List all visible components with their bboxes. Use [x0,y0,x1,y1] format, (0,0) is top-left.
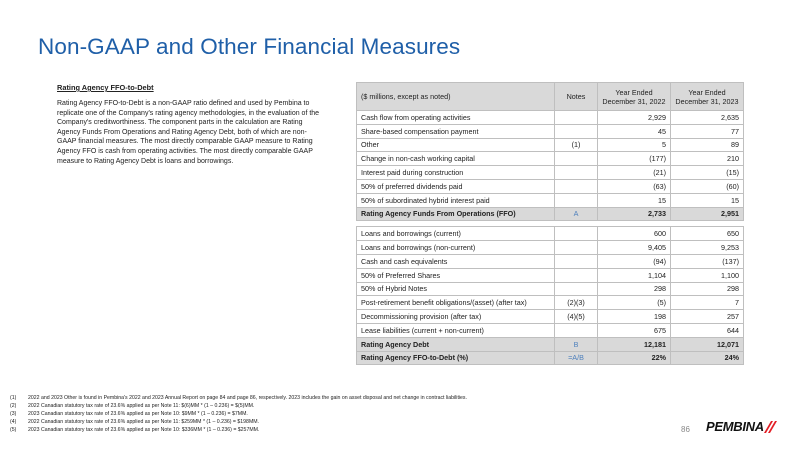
row-value-2022: 198 [598,310,671,324]
row-label: Loans and borrowings (current) [357,227,555,241]
debt-total-row [357,337,744,351]
table-row [357,323,744,337]
row-value-2023: 12,071 [671,337,744,351]
row-value-2023: (15) [671,166,744,180]
table-header-row [357,83,744,111]
header-2022 [598,83,671,111]
header-2023 [671,83,744,111]
page-title: Non-GAAP and Other Financial Measures [38,34,461,59]
row-notes [555,227,598,241]
row-notes [555,241,598,255]
row-value-2022: 22% [598,351,671,365]
row-notes [555,268,598,282]
row-value-2022: 675 [598,323,671,337]
row-notes: (1) [555,138,598,152]
row-label: Lease liabilities (current + non-current) [357,323,555,337]
row-value-2023: 7 [671,296,744,310]
table-row [357,179,744,193]
row-value-2022: 298 [598,282,671,296]
row-notes [555,111,598,125]
table-row [357,296,744,310]
page-number: 86 [681,425,690,434]
row-notes: A [555,207,598,221]
row-label: 50% of Hybrid Notes [357,282,555,296]
footnote-number: (3) [10,410,17,417]
section-left [57,83,322,166]
row-value-2023: 210 [671,152,744,166]
footnote [10,419,650,427]
row-notes [555,152,598,166]
footnote [10,403,650,411]
footnote-text: 2023 Canadian statutory tax rate of 23.6% applied as per Note 10: $9MM * (1 – 0.236) = $7MM. [28,410,248,417]
row-notes [555,323,598,337]
footnote [10,395,650,403]
header-2023-line1: Year Ended [688,87,726,97]
row-notes [555,282,598,296]
header-label: ($ millions, except as noted) [357,83,555,111]
table-row [357,124,744,138]
header-2022-line1: Year Ended [615,87,653,97]
footnote-number: (5) [10,426,17,433]
row-notes [555,193,598,207]
table-row [357,152,744,166]
row-label: Share-based compensation payment [357,124,555,138]
row-label: Post-retirement benefit obligations/(asset) (after tax) [357,296,555,310]
row-label: Cash flow from operating activities [357,111,555,125]
row-label: 50% of subordinated hybrid interest paid [357,193,555,207]
row-value-2022: 2,733 [598,207,671,221]
footnote-text: 2022 Canadian statutory tax rate of 23.6% applied as per Note 11: $259MM * (1 – 0.236) = $198MM. [28,418,260,425]
row-notes: B [555,337,598,351]
row-value-2023: 298 [671,282,744,296]
header-2022-line2: December 31, 2022 [602,96,666,106]
row-label: 50% of preferred dividends paid [357,179,555,193]
row-notes [555,179,598,193]
row-label: Loans and borrowings (non-current) [357,241,555,255]
footnote [10,411,650,419]
header-2023-line2: December 31, 2023 [675,96,739,106]
row-label: Rating Agency Debt [357,337,555,351]
row-value-2023: 9,253 [671,241,744,255]
row-notes: =A/B [555,351,598,365]
row-label: Rating Agency FFO-to-Debt (%) [357,351,555,365]
table-row [357,268,744,282]
row-value-2023: 650 [671,227,744,241]
row-value-2022: 45 [598,124,671,138]
ffo-total-row [357,207,744,221]
row-value-2022: 15 [598,193,671,207]
header-notes: Notes [555,83,598,111]
row-value-2022: 600 [598,227,671,241]
row-label: Rating Agency Funds From Operations (FFO) [357,207,555,221]
row-notes [555,124,598,138]
row-value-2022: 12,181 [598,337,671,351]
logo-mark-icon [764,420,778,434]
table-row [357,227,744,241]
row-value-2022: 2,929 [598,111,671,125]
table-row [357,193,744,207]
row-label: Change in non-cash working capital [357,152,555,166]
table-row [357,282,744,296]
table-row [357,254,744,268]
row-value-2022: 5 [598,138,671,152]
table-row [357,138,744,152]
row-value-2023: 257 [671,310,744,324]
row-label: Interest paid during construction [357,166,555,180]
row-notes: (4)(5) [555,310,598,324]
row-value-2022: 1,104 [598,268,671,282]
row-value-2022: (63) [598,179,671,193]
row-value-2023: 644 [671,323,744,337]
row-value-2023: (60) [671,179,744,193]
row-value-2023: (137) [671,254,744,268]
pembina-logo [706,419,778,434]
footnote-text: 2022 Canadian statutory tax rate of 23.6% applied as per Note 11: $(6)MM * (1 – 0.236) = $(5)MM. [28,402,255,409]
row-value-2022: (5) [598,296,671,310]
row-value-2023: 89 [671,138,744,152]
row-value-2023: 24% [671,351,744,365]
footnote-text: 2022 and 2023 Other is found in Pembina's 2022 and 2023 Annual Report on page 84 and page 86, respectively. 2023 includes the gain on asset disposal and net change in contract liabilities. [28,395,467,401]
row-notes [555,254,598,268]
table-row [357,241,744,255]
row-label: Cash and cash equivalents [357,254,555,268]
footnote-number: (4) [10,418,17,425]
row-value-2022: (94) [598,254,671,268]
row-value-2022: (177) [598,152,671,166]
row-value-2022: (21) [598,166,671,180]
row-value-2023: 1,100 [671,268,744,282]
row-label: Other [357,138,555,152]
row-notes [555,166,598,180]
ratio-total-row [357,351,744,365]
table-row [357,111,744,125]
row-value-2022: 9,405 [598,241,671,255]
logo-wordmark: PEMBINA [706,419,764,434]
section-body: Rating Agency FFO-to-Debt is a non-GAAP ratio defined and used by Pembina to replicate one of the Company's rating agency methodologies, in the evaluation of the Company's creditworthiness. The component parts in the calculation are Rating Agency Funds From Operations and Rating Agency Debt, both of which are non-GAAP financial measures. The most directly comparable GAAP measure to Rating Agency FFO is cash from operating activities. The most directly comparable GAAP measure to Rating Agency Debt is loans and borrowings. [57,100,320,165]
section-heading: Rating Agency FFO-to-Debt [57,83,154,92]
footnote-number: (2) [10,402,17,409]
row-notes: (2)(3) [555,296,598,310]
row-value-2023: 2,635 [671,111,744,125]
footnotes [10,395,650,435]
footnote-text: 2023 Canadian statutory tax rate of 23.6% applied as per Note 10: $336MM * (1 – 0.236) = $257MM. [28,426,260,433]
footnote [10,427,650,435]
row-value-2023: 77 [671,124,744,138]
table-row [357,310,744,324]
row-value-2023: 15 [671,193,744,207]
row-label: Decommissioning provision (after tax) [357,310,555,324]
table-row [357,166,744,180]
row-label: 50% of Preferred Shares [357,268,555,282]
ffo-to-debt-table [356,82,744,365]
footnote-number: (1) [10,395,17,401]
row-value-2023: 2,951 [671,207,744,221]
